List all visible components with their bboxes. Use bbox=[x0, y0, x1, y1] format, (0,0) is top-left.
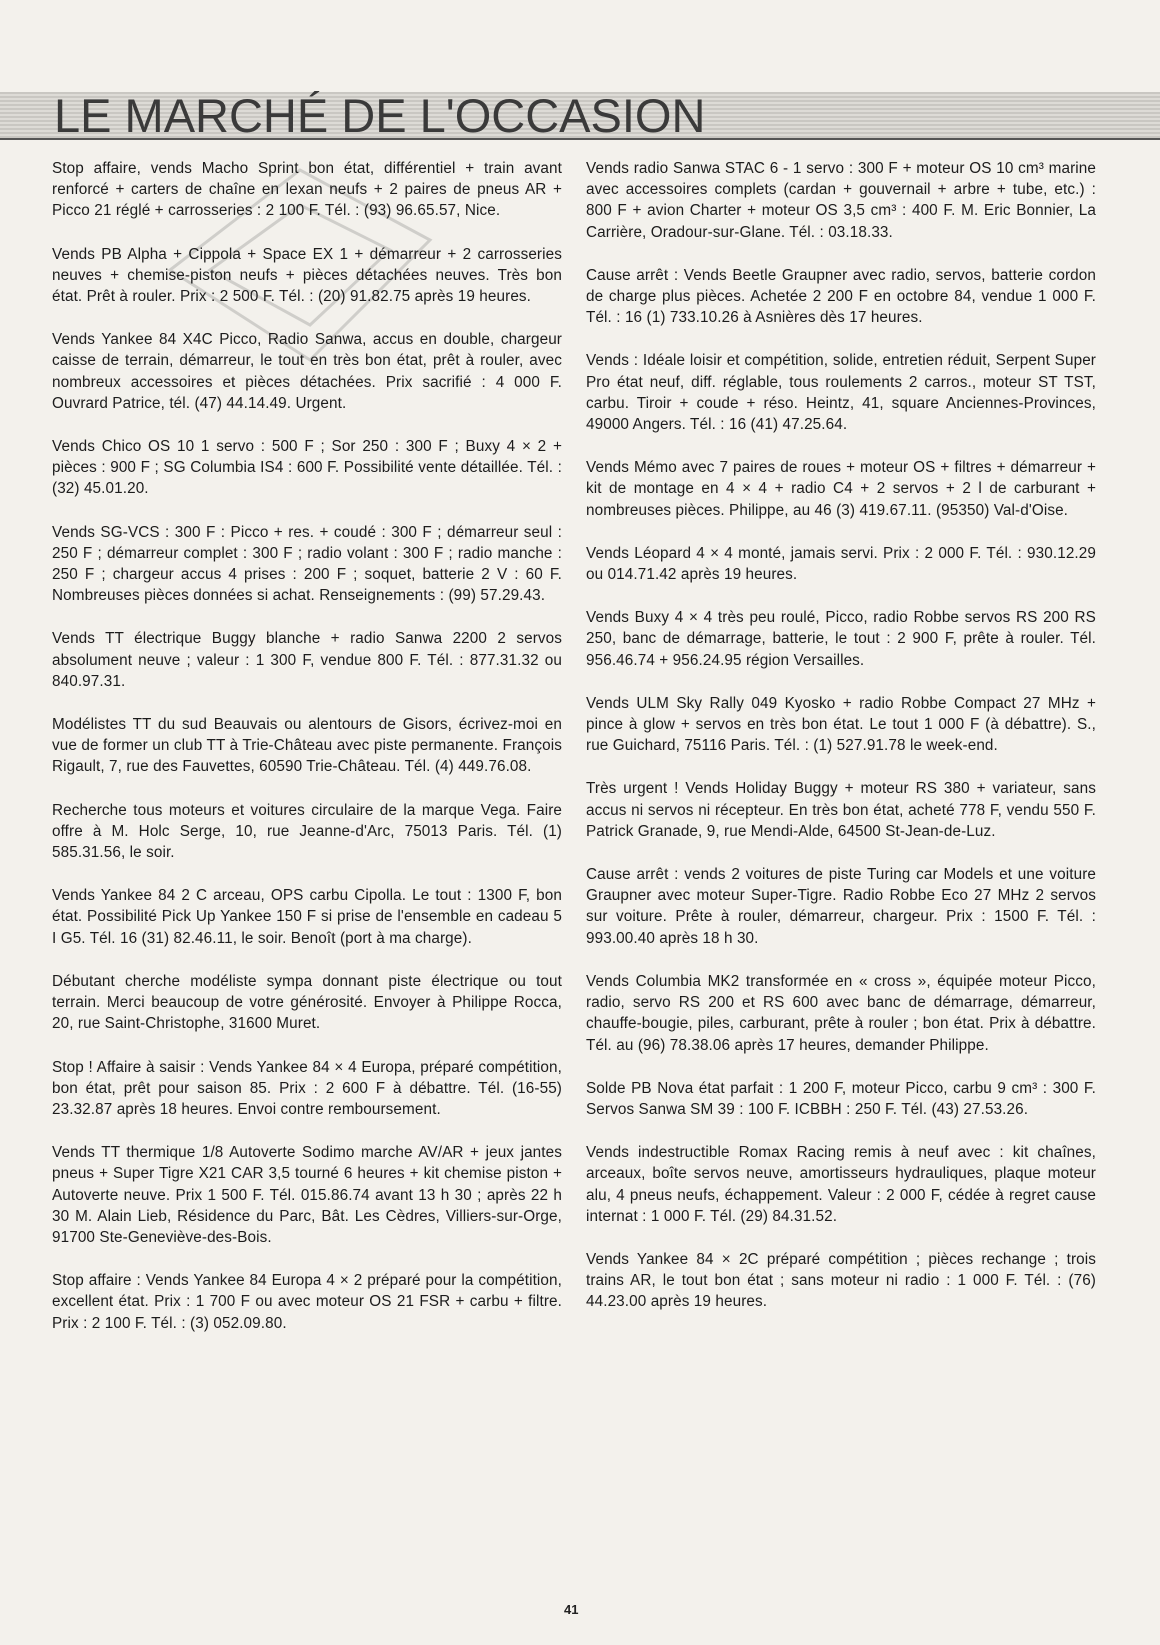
classified-ad: Très urgent ! Vends Holiday Buggy + moteur RS 380 + variateur, sans accus ni servos ni récepteur. En très bon état, acheté 778 F, vendu 550 F. Patrick Granade, 9, rue Mendi-Alde, 64500 St-Jean-de-Luz. bbox=[586, 780, 1096, 840]
page-number: 41 bbox=[564, 1602, 579, 1617]
classified-ad: Modélistes TT du sud Beauvais ou alentours de Gisors, écrivez-moi en vue de former un club TT à Trie-Château avec piste permanente. François Rigault, 7, rue des Fauvettes, 60590 Trie-Château. Tél. (4) 449.76.08. bbox=[52, 716, 562, 776]
classified-ad: Vends TT thermique 1/8 Autoverte Sodimo marche AV/AR + jeux jantes pneus + Super Tigre X21 CAR 3,5 tourné 6 heures + kit chemise piston + Autoverte neuve. Prix 1 500 F. Tél. 015.86.74 avant 13 h 30 ; après 22 h 30 M. Alain Lieb, Résidence du Parc, Bât. Les Cèdres, Villiers-sur-Orge, 91700 Ste-Geneviève-des-Bois. bbox=[52, 1144, 562, 1246]
classified-ad: Cause arrêt : Vends Beetle Graupner avec radio, servos, batterie cordon de charge plus pièces. Achetée 2 200 F en octobre 84, vendue 1 000 F. Tél. : 16 (1) 733.10.26 à Asnières dès 17 heures. bbox=[586, 266, 1096, 327]
classified-ad: Vends Columbia MK2 transformée en « cross », équipée moteur Picco, radio, servo RS 200 et RS 600 avec banc de démarrage, démarreur, chauffe-bougie, piles, carburant, prête à rouler ; bon état. Prix à débattre. Tél. au (96) 78.38.06 après 17 heures, demander Philippe. bbox=[586, 972, 1096, 1054]
classified-ad: Vends radio Sanwa STAC 6 - 1 servo : 300 F + moteur OS 10 cm³ marine avec accessoires complets (cardan + gouvernail + arbre + tube, etc.) : 800 F + avion Charter + moteur OS 3,5 cm³ : 400 F. M. Eric Bonnier, La Carrière, Oradour-sur-Glane. Tél. : 03.18.33. bbox=[586, 160, 1096, 241]
classified-ad: Recherche tous moteurs et voitures circulaire de la marque Vega. Faire offre à M. Holc Serge, 10, rue Jeanne-d'Arc, 75013 Paris. Tél. (1) 585.31.56, le soir. bbox=[52, 801, 562, 862]
classified-ad: Débutant cherche modéliste sympa donnant piste électrique ou tout terrain. Merci beaucoup de votre générosité. Envoyer à Philippe Rocca, 20, rue Saint-Christophe, 31600 Muret. bbox=[52, 972, 562, 1033]
page-title: LE MARCHÉ DE L'OCCASION bbox=[54, 89, 706, 142]
classified-ad: Vends SG-VCS : 300 F : Picco + res. + coudé : 300 F ; démarreur seul : 250 F ; démarreur complet : 300 F ; radio volant : 300 F ; radio manche : 250 F ; chargeur accus 4 prises : 200 F ; soquet, batterie 2 V : 60 F. Nombreuses pièces données si achat. Renseignements : (99) 57.29.43. bbox=[52, 523, 562, 605]
classified-ad: Vends TT électrique Buggy blanche + radio Sanwa 2200 2 servos absolument neuve ; valeur : 1 300 F, vendue 800 F. Tél. : 877.31.32 ou 840.97.31. bbox=[52, 630, 562, 690]
classified-ad: Vends Chico OS 10 1 servo : 500 F ; Sor 250 : 300 F ; Buxy 4 × 2 + pièces : 900 F ; SG Columbia IS4 : 600 F. Possibilité vente détaillée. Tél. : (32) 45.01.20. bbox=[52, 438, 562, 498]
classified-ad: Vends Yankee 84 X4C Picco, Radio Sanwa, accus en double, chargeur caisse de terrain, démarreur, le tout en très bon état, prêt à rouler, avec nombreux accessoires et pièces détachées. Prix sacrifié : 4 000 F. Ouvrard Patrice, tél. (47) 44.14.49. Urgent. bbox=[52, 331, 562, 412]
classified-ad: Vends : Idéale loisir et compétition, solide, entretien réduit, Serpent Super Pro état neuf, diff. réglable, tous roulements 2 carros., moteur ST TST, carbu. Tiroir + coude + réso. Heintz, 41, square Anciennes-Provinces, 49000 Angers. Tél. : 16 (41) 47.25.64. bbox=[586, 352, 1096, 434]
classified-ad: Vends Yankee 84 × 2C préparé compétition ; pièces rechange ; trois trains AR, le tout bon état ; sans moteur ni radio : 1 000 F. Tél. : (76) 44.23.00 après 19 heures. bbox=[586, 1250, 1096, 1311]
classified-ad: Stop ! Affaire à saisir : Vends Yankee 84 × 4 Europa, préparé compétition, bon état, prêt pour saison 85. Prix : 2 600 F à débattre. Tél. (16-55) 23.32.87 après 18 heures. Envoi contre remboursement. bbox=[52, 1058, 562, 1118]
classified-ad: Solde PB Nova état parfait : 1 200 F, moteur Picco, carbu 9 cm³ : 300 F. Servos Sanwa SM 39 : 100 F. ICBBH : 250 F. Tél. (43) 27.53.26. bbox=[586, 1079, 1096, 1118]
classified-ad: Stop affaire : Vends Yankee 84 Europa 4 × 2 préparé pour la compétition, excellent état. Prix : 1 700 F ou avec moteur OS 21 FSR + carbu + filtre. Prix : 2 100 F. Tél. : (3) 052.09.80. bbox=[52, 1272, 562, 1332]
classified-ad: Vends ULM Sky Rally 049 Kyosko + radio Robbe Compact 27 MHz + pince à glow + servos en très bon état. Le tout 1 000 F (à débattre). S., rue Guichard, 75116 Paris. Tél. : (1) 527.91.78 le week-end. bbox=[586, 694, 1096, 755]
classified-ad: Vends Mémo avec 7 paires de roues + moteur OS + filtres + démarreur + kit de montage en 4 × 4 + radio C4 + 2 servos + 2 l de carburant + nombreuses pièces. Philippe, au 46 (3) 419.67.11. (95350) Val-d'Oise. bbox=[586, 459, 1096, 519]
classified-ad: Cause arrêt : vends 2 voitures de piste Turing car Models et une voiture Graupner avec moteur Super-Tigre. Radio Robbe Eco 27 MHz 2 servos sur voiture. Prête à rouler, démarreur, chargeur. Prix : 1500 F. Tél. : 993.00.40 après 18 h 30. bbox=[586, 866, 1096, 947]
left-column bbox=[52, 158, 562, 1356]
classified-ad: Vends Yankee 84 2 C arceau, OPS carbu Cipolla. Le tout : 1300 F, bon état. Possibilité Pick Up Yankee 150 F si prise de l'ensemble en cadeau 5 I G5. Tél. 16 (31) 82.46.11, le soir. Benoît (port à ma charge). bbox=[52, 887, 562, 947]
classified-ad: Stop affaire, vends Macho Sprint bon état, différentiel + train avant renforcé + carters de chaîne en lexan neufs + 2 paires de pneus AR + Picco 21 réglé + carrosseries : 2 100 F. Tél. : (93) 96.65.57, Nice. bbox=[52, 160, 562, 220]
classified-ad: Vends Léopard 4 × 4 monté, jamais servi. Prix : 2 000 F. Tél. : 930.12.29 ou 014.71.42 après 19 heures. bbox=[586, 544, 1096, 584]
classified-ad: Vends indestructible Romax Racing remis à neuf avec : kit chaînes, arceaux, boîte servos neuve, amortisseurs hydrauliques, plaque moteur alu, 4 pneus neufs, échappement. Valeur : 2 000 F, cédée à regret cause internat : 1 000 F. Tél. (29) 84.31.52. bbox=[586, 1144, 1096, 1225]
right-column bbox=[586, 158, 1096, 1335]
classified-ad: Vends PB Alpha + Cippola + Space EX 1 + démarreur + 2 carrosseries neuves + chemise-piston neufs + pièces détachées neuves. Très bon état. Prêt à rouler. Prix : 2 500 F. Tél. : (20) 91.82.75 après 19 heures. bbox=[52, 245, 562, 306]
classified-ad: Vends Buxy 4 × 4 très peu roulé, Picco, radio Robbe servos RS 200 RS 250, banc de démarrage, batterie, le tout : 2 900 F, prête à rouler. Tél. 956.46.74 + 956.24.95 région Versailles. bbox=[586, 609, 1096, 669]
